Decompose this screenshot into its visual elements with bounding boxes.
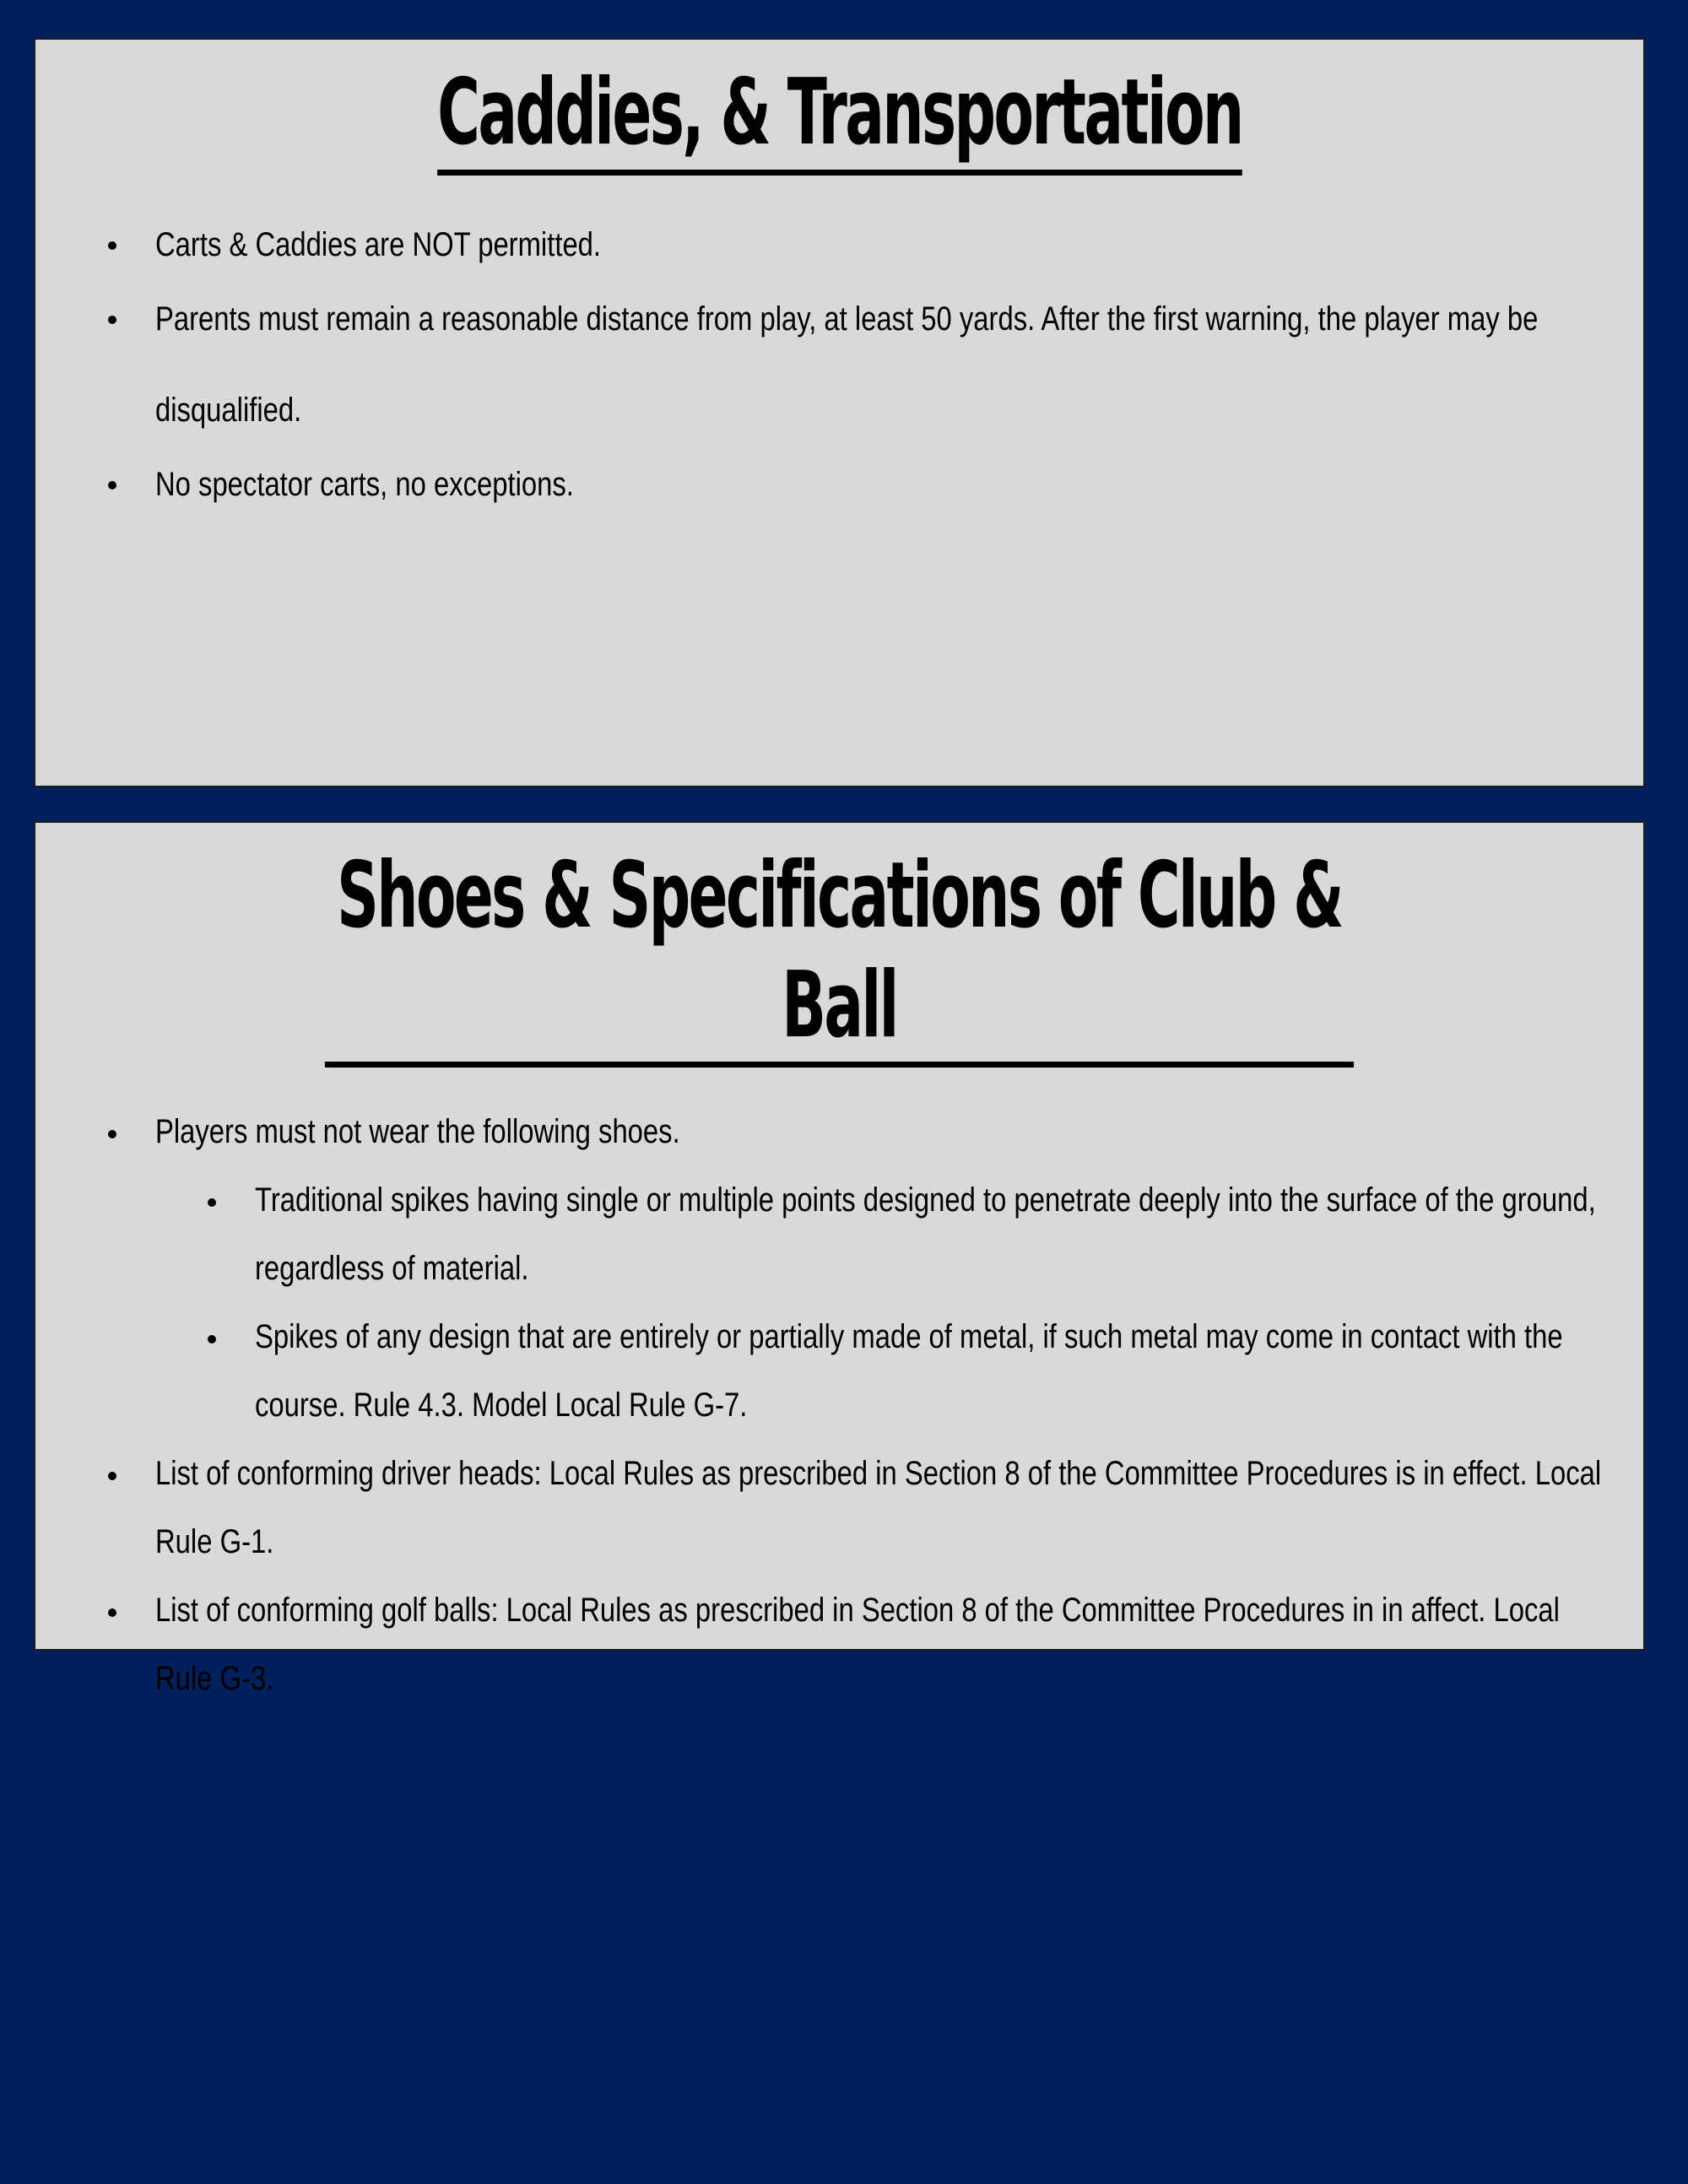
list-item: List of conforming driver heads: Local Rules as prescribed in Section 8 of the Committee Procedures is in effect. Local Rule G-1. xyxy=(155,1440,1618,1576)
sub-list-item: Traditional spikes having single or multiple points designed to penetrate deeply into the surface of the ground, regardless of material. xyxy=(255,1166,1618,1303)
sub-list-item: Spikes of any design that are entirely or partially made of metal, if such metal may come in contact with the course. Rule 4.3. Model Local Rule G-7. xyxy=(255,1303,1618,1440)
section-title: Shoes & Specifications of Club & Ball xyxy=(35,823,1643,1068)
list-item: No spectator carts, no exceptions. xyxy=(155,439,1610,530)
list-item: Parents must remain a reasonable distance from play, at least 50 yards. After the first warning, the player may be disqualified. xyxy=(155,273,1610,456)
list-item: List of conforming golf balls: Local Rules as prescribed in Section 8 of the Committee Procedures in in affect. Local Rule G-3. xyxy=(155,1576,1618,1713)
shoes-specifications-panel xyxy=(34,821,1645,1698)
caddies-transportation-panel xyxy=(34,38,1645,787)
rules-list xyxy=(35,1098,1643,1713)
list-item: Players must not wear the following shoes. xyxy=(155,1098,1618,1166)
rules-list xyxy=(35,199,1643,530)
section-title: Caddies, & Transportation xyxy=(35,40,1643,176)
list-item: Carts & Caddies are NOT permitted. xyxy=(155,199,1610,290)
